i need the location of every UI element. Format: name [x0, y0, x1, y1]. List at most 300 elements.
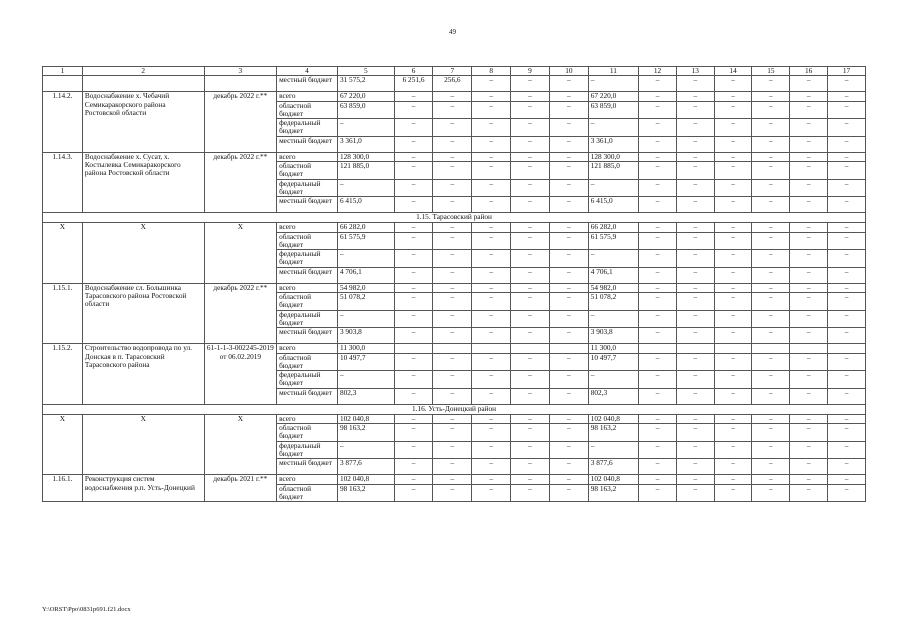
value-cell-v17: –	[828, 424, 866, 442]
value-cell-v12: –	[639, 267, 677, 283]
value-cell-v9: –	[511, 76, 550, 92]
value-cell-v14: –	[714, 310, 752, 328]
value-cell-v11: 128 300,0	[588, 152, 638, 161]
value-cell-v10: –	[549, 76, 588, 92]
value-cell-v10: –	[549, 197, 588, 213]
value-cell-v12: –	[639, 283, 677, 292]
value-cell-v8: –	[472, 223, 511, 232]
value-cell-v11: 102 040,8	[588, 475, 638, 484]
item-date: декабрь 2022 г.**	[204, 152, 276, 212]
value-cell-v15: –	[752, 179, 790, 197]
value-cell-v15: –	[752, 152, 790, 161]
budget-source-label: местный бюджет	[277, 388, 338, 404]
value-cell-v17: –	[828, 475, 866, 484]
value-cell-v6: –	[394, 250, 433, 268]
value-cell-v5: 63 859,0	[337, 101, 394, 119]
value-cell-v6: –	[394, 475, 433, 484]
value-cell-v11: –	[588, 119, 638, 137]
value-cell-v17	[828, 344, 866, 353]
value-cell-v5: 31 575,2	[337, 76, 394, 92]
value-cell-v11: 6 415,0	[588, 197, 638, 213]
value-cell-v15: –	[752, 484, 790, 502]
value-cell-v9: –	[511, 328, 550, 344]
value-cell-v7: –	[433, 119, 472, 137]
value-cell-v6: –	[394, 92, 433, 101]
value-cell-v14: –	[714, 223, 752, 232]
value-cell-v8: –	[472, 136, 511, 152]
value-cell-v16	[790, 344, 828, 353]
value-cell-v5: 10 497,7	[337, 353, 394, 371]
value-cell-v9: –	[511, 414, 550, 423]
value-cell-v9: –	[511, 101, 550, 119]
value-cell-v14: –	[714, 92, 752, 101]
value-cell-v8: –	[472, 197, 511, 213]
value-cell-v6: –	[394, 101, 433, 119]
header-cell: 4	[277, 67, 338, 76]
value-cell-v12: –	[639, 250, 677, 268]
value-cell-v13: –	[676, 232, 714, 250]
value-cell-v12: –	[639, 388, 677, 404]
value-cell-v5: –	[337, 179, 394, 197]
value-cell-v10: –	[549, 371, 588, 389]
value-cell-v11: 54 982,0	[588, 283, 638, 292]
value-cell-v12: –	[639, 293, 677, 311]
header-cell: 3	[204, 67, 276, 76]
value-cell-v6: –	[394, 283, 433, 292]
value-cell-v12: –	[639, 197, 677, 213]
section-title: 1.15. Тарасовский район	[43, 213, 866, 223]
value-cell-v17: –	[828, 267, 866, 283]
value-cell-v16: –	[790, 179, 828, 197]
value-cell-v10: –	[549, 414, 588, 423]
value-cell-v11: 98 163,2	[588, 424, 638, 442]
value-cell-v13: –	[676, 119, 714, 137]
value-cell-v8: –	[472, 179, 511, 197]
value-cell-v7: –	[433, 441, 472, 459]
item-code: X	[43, 223, 83, 283]
value-cell-v13: –	[676, 310, 714, 328]
value-cell-v13: –	[676, 283, 714, 292]
value-cell-v10: –	[549, 101, 588, 119]
value-cell-v11: 3 903,8	[588, 328, 638, 344]
value-cell-v12: –	[639, 475, 677, 484]
value-cell-v15: –	[752, 162, 790, 180]
value-cell-v6: –	[394, 197, 433, 213]
value-cell-v16: –	[790, 424, 828, 442]
value-cell-v8: –	[472, 119, 511, 137]
value-cell-v6: –	[394, 162, 433, 180]
value-cell-v11: –	[588, 371, 638, 389]
value-cell-v11: 51 078,2	[588, 293, 638, 311]
value-cell-v9: –	[511, 250, 550, 268]
value-cell-v10: –	[549, 459, 588, 475]
header-cell: 6	[394, 67, 433, 76]
value-cell-v10: –	[549, 353, 588, 371]
value-cell-v7: –	[433, 152, 472, 161]
budget-source-label: всего	[277, 414, 338, 423]
value-cell-v13: –	[676, 136, 714, 152]
item-name: Водоснабжение х. Сусат, х. Костылевка Семикаракорского района Ростовской области	[82, 152, 204, 212]
value-cell-v8: –	[472, 76, 511, 92]
header-cell: 1	[43, 67, 83, 76]
value-cell-v11: –	[588, 250, 638, 268]
value-cell-v5: –	[337, 371, 394, 389]
value-cell-v5: 128 300,0	[337, 152, 394, 161]
value-cell-v9: –	[511, 119, 550, 137]
value-cell-v6: –	[394, 414, 433, 423]
value-cell-v9: –	[511, 293, 550, 311]
value-cell-v8: –	[472, 267, 511, 283]
item-date: декабрь 2021 г.**	[204, 475, 276, 502]
value-cell-v11: 10 497,7	[588, 353, 638, 371]
value-cell-v10: –	[549, 250, 588, 268]
value-cell-v9: –	[511, 92, 550, 101]
value-cell-v14: –	[714, 414, 752, 423]
value-cell-v6: –	[394, 459, 433, 475]
value-cell-v12: –	[639, 162, 677, 180]
value-cell-v5: 4 706,1	[337, 267, 394, 283]
item-code	[43, 76, 83, 92]
section-row	[43, 213, 866, 223]
budget-source-label: федеральный бюджет	[277, 310, 338, 328]
value-cell-v17: –	[828, 371, 866, 389]
value-cell-v6: –	[394, 328, 433, 344]
value-cell-v8: –	[472, 459, 511, 475]
value-cell-v16: –	[790, 441, 828, 459]
value-cell-v7: –	[433, 459, 472, 475]
value-cell-v11: 3 877,6	[588, 459, 638, 475]
value-cell-v9: –	[511, 484, 550, 502]
value-cell-v15: –	[752, 136, 790, 152]
value-cell-v5: 802,3	[337, 388, 394, 404]
value-cell-v11: –	[588, 179, 638, 197]
item-name: Водоснабжение х. Чебачий Семикаракорского района Ростовской области	[82, 92, 204, 152]
value-cell-v8: –	[472, 152, 511, 161]
table-row	[43, 475, 866, 484]
value-cell-v5: 67 220,0	[337, 92, 394, 101]
value-cell-v15: –	[752, 283, 790, 292]
value-cell-v9: –	[511, 223, 550, 232]
header-row	[43, 67, 866, 76]
value-cell-v17: –	[828, 179, 866, 197]
budget-source-label: местный бюджет	[277, 459, 338, 475]
value-cell-v6: –	[394, 484, 433, 502]
value-cell-v16: –	[790, 371, 828, 389]
value-cell-v15: –	[752, 414, 790, 423]
value-cell-v6: –	[394, 353, 433, 371]
value-cell-v6: –	[394, 152, 433, 161]
value-cell-v11: 121 885,0	[588, 162, 638, 180]
value-cell-v16: –	[790, 136, 828, 152]
value-cell-v15: –	[752, 232, 790, 250]
value-cell-v5: –	[337, 250, 394, 268]
table-row	[43, 223, 866, 232]
value-cell-v13: –	[676, 371, 714, 389]
value-cell-v7: –	[433, 328, 472, 344]
value-cell-v13: –	[676, 424, 714, 442]
budget-source-label: областной бюджет	[277, 101, 338, 119]
value-cell-v6: –	[394, 293, 433, 311]
value-cell-v13: –	[676, 414, 714, 423]
value-cell-v17: –	[828, 328, 866, 344]
value-cell-v12: –	[639, 101, 677, 119]
header-cell: 8	[472, 67, 511, 76]
value-cell-v15: –	[752, 250, 790, 268]
value-cell-v6: –	[394, 179, 433, 197]
value-cell-v17: –	[828, 76, 866, 92]
value-cell-v15: –	[752, 92, 790, 101]
value-cell-v9: –	[511, 475, 550, 484]
value-cell-v10: –	[549, 475, 588, 484]
value-cell-v15: –	[752, 76, 790, 92]
budget-source-label: областной бюджет	[277, 484, 338, 502]
value-cell-v7: –	[433, 388, 472, 404]
value-cell-v7: –	[433, 283, 472, 292]
item-code: 1.15.1.	[43, 283, 83, 343]
header-cell: 14	[714, 67, 752, 76]
value-cell-v5: 3 903,8	[337, 328, 394, 344]
value-cell-v16: –	[790, 162, 828, 180]
budget-source-label: местный бюджет	[277, 136, 338, 152]
value-cell-v7: –	[433, 293, 472, 311]
value-cell-v7: –	[433, 267, 472, 283]
value-cell-v8: –	[472, 328, 511, 344]
value-cell-v5: 11 300,0	[337, 344, 394, 353]
budget-source-label: всего	[277, 92, 338, 101]
value-cell-v5: 66 282,0	[337, 223, 394, 232]
table-row	[43, 414, 866, 423]
budget-table	[42, 66, 866, 502]
budget-source-label: федеральный бюджет	[277, 371, 338, 389]
value-cell-v15: –	[752, 267, 790, 283]
value-cell-v12: –	[639, 459, 677, 475]
footer-path: Y:\ORST\Ppo\0831p691.f21.docx	[42, 606, 131, 613]
item-date	[204, 76, 276, 92]
value-cell-v15: –	[752, 101, 790, 119]
value-cell-v12: –	[639, 92, 677, 101]
value-cell-v12: –	[639, 223, 677, 232]
page-number: 49	[449, 28, 456, 36]
value-cell-v5: –	[337, 441, 394, 459]
value-cell-v15: –	[752, 459, 790, 475]
value-cell-v15: –	[752, 197, 790, 213]
value-cell-v11: 102 040,8	[588, 414, 638, 423]
value-cell-v17: –	[828, 283, 866, 292]
item-date: 61-1-1-3-002245-2019 от 06.02.2019	[204, 344, 276, 404]
value-cell-v16: –	[790, 76, 828, 92]
value-cell-v5: 102 040,8	[337, 475, 394, 484]
value-cell-v9: –	[511, 310, 550, 328]
value-cell-v15: –	[752, 441, 790, 459]
value-cell-v12: –	[639, 414, 677, 423]
value-cell-v8: –	[472, 441, 511, 459]
value-cell-v11: 98 163,2	[588, 484, 638, 502]
value-cell-v11: 63 859,0	[588, 101, 638, 119]
value-cell-v15: –	[752, 293, 790, 311]
value-cell-v12: –	[639, 152, 677, 161]
item-name: Строительство водопровода по ул. Донская в п. Тарасовский Тарасовского района	[82, 344, 204, 404]
value-cell-v14: –	[714, 136, 752, 152]
value-cell-v17: –	[828, 162, 866, 180]
value-cell-v13: –	[676, 101, 714, 119]
value-cell-v10: –	[549, 179, 588, 197]
value-cell-v15: –	[752, 310, 790, 328]
section-row	[43, 404, 866, 414]
budget-source-label: областной бюджет	[277, 162, 338, 180]
value-cell-v6: –	[394, 223, 433, 232]
value-cell-v16: –	[790, 232, 828, 250]
value-cell-v16: –	[790, 310, 828, 328]
budget-source-label: местный бюджет	[277, 328, 338, 344]
value-cell-v14: –	[714, 424, 752, 442]
value-cell-v5: 98 163,2	[337, 424, 394, 442]
budget-source-label: всего	[277, 152, 338, 161]
value-cell-v16: –	[790, 92, 828, 101]
value-cell-v13: –	[676, 475, 714, 484]
header-cell: 17	[828, 67, 866, 76]
value-cell-v12: –	[639, 328, 677, 344]
value-cell-v7: –	[433, 136, 472, 152]
value-cell-v9: –	[511, 353, 550, 371]
value-cell-v13: –	[676, 353, 714, 371]
value-cell-v11: –	[588, 441, 638, 459]
table-row	[43, 76, 866, 92]
budget-source-label: всего	[277, 223, 338, 232]
value-cell-v14: –	[714, 267, 752, 283]
header-cell: 16	[790, 67, 828, 76]
budget-source-label: федеральный бюджет	[277, 179, 338, 197]
item-name	[82, 76, 204, 92]
value-cell-v17: –	[828, 484, 866, 502]
value-cell-v6: –	[394, 310, 433, 328]
value-cell-v5: 54 982,0	[337, 283, 394, 292]
value-cell-v17: –	[828, 388, 866, 404]
value-cell-v17: –	[828, 92, 866, 101]
value-cell-v10: –	[549, 283, 588, 292]
value-cell-v5: 6 415,0	[337, 197, 394, 213]
value-cell-v15: –	[752, 119, 790, 137]
value-cell-v14: –	[714, 484, 752, 502]
value-cell-v11: 61 575,9	[588, 232, 638, 250]
value-cell-v6: –	[394, 232, 433, 250]
value-cell-v8: –	[472, 293, 511, 311]
budget-source-label: всего	[277, 283, 338, 292]
item-code: 1.16.1.	[43, 475, 83, 502]
value-cell-v14: –	[714, 119, 752, 137]
value-cell-v14: –	[714, 283, 752, 292]
value-cell-v17: –	[828, 353, 866, 371]
value-cell-v17: –	[828, 197, 866, 213]
value-cell-v14: –	[714, 232, 752, 250]
value-cell-v8: –	[472, 424, 511, 442]
value-cell-v10	[549, 344, 588, 353]
header-cell: 5	[337, 67, 394, 76]
value-cell-v12: –	[639, 484, 677, 502]
value-cell-v8: –	[472, 371, 511, 389]
value-cell-v14: –	[714, 162, 752, 180]
value-cell-v12	[639, 344, 677, 353]
header-cell: 12	[639, 67, 677, 76]
value-cell-v5: 98 163,2	[337, 484, 394, 502]
value-cell-v13	[676, 344, 714, 353]
value-cell-v5: 51 078,2	[337, 293, 394, 311]
value-cell-v15: –	[752, 388, 790, 404]
value-cell-v14: –	[714, 371, 752, 389]
value-cell-v13: –	[676, 92, 714, 101]
value-cell-v14: –	[714, 152, 752, 161]
value-cell-v16: –	[790, 119, 828, 137]
value-cell-v10: –	[549, 441, 588, 459]
value-cell-v10: –	[549, 267, 588, 283]
value-cell-v6: 6 251,6	[394, 76, 433, 92]
value-cell-v13: –	[676, 179, 714, 197]
value-cell-v15: –	[752, 371, 790, 389]
value-cell-v7: –	[433, 232, 472, 250]
value-cell-v10: –	[549, 232, 588, 250]
value-cell-v14: –	[714, 441, 752, 459]
value-cell-v15	[752, 344, 790, 353]
item-name: X	[82, 414, 204, 474]
value-cell-v9: –	[511, 162, 550, 180]
value-cell-v7	[433, 344, 472, 353]
value-cell-v10: –	[549, 388, 588, 404]
value-cell-v13: –	[676, 441, 714, 459]
budget-source-label: областной бюджет	[277, 293, 338, 311]
value-cell-v10: –	[549, 136, 588, 152]
header-cell: 11	[588, 67, 638, 76]
value-cell-v7: 256,6	[433, 76, 472, 92]
value-cell-v8: –	[472, 283, 511, 292]
value-cell-v14: –	[714, 388, 752, 404]
value-cell-v12: –	[639, 76, 677, 92]
value-cell-v10: –	[549, 162, 588, 180]
value-cell-v7: –	[433, 101, 472, 119]
value-cell-v16: –	[790, 328, 828, 344]
value-cell-v11: 802,3	[588, 388, 638, 404]
value-cell-v14: –	[714, 353, 752, 371]
value-cell-v8: –	[472, 388, 511, 404]
value-cell-v17: –	[828, 310, 866, 328]
value-cell-v16: –	[790, 223, 828, 232]
value-cell-v16: –	[790, 475, 828, 484]
value-cell-v11: 66 282,0	[588, 223, 638, 232]
value-cell-v16: –	[790, 250, 828, 268]
value-cell-v15: –	[752, 353, 790, 371]
value-cell-v14: –	[714, 459, 752, 475]
value-cell-v15: –	[752, 328, 790, 344]
value-cell-v7: –	[433, 197, 472, 213]
value-cell-v13: –	[676, 293, 714, 311]
value-cell-v14: –	[714, 293, 752, 311]
value-cell-v7: –	[433, 162, 472, 180]
value-cell-v17: –	[828, 101, 866, 119]
value-cell-v15: –	[752, 424, 790, 442]
value-cell-v6: –	[394, 267, 433, 283]
value-cell-v15: –	[752, 475, 790, 484]
budget-source-label: областной бюджет	[277, 353, 338, 371]
value-cell-v12: –	[639, 136, 677, 152]
value-cell-v5: 3 361,0	[337, 136, 394, 152]
value-cell-v14: –	[714, 76, 752, 92]
value-cell-v10: –	[549, 92, 588, 101]
value-cell-v8: –	[472, 484, 511, 502]
item-code: X	[43, 414, 83, 474]
table-row	[43, 344, 866, 353]
budget-source-label: областной бюджет	[277, 424, 338, 442]
value-cell-v7: –	[433, 310, 472, 328]
value-cell-v10: –	[549, 328, 588, 344]
value-cell-v16: –	[790, 101, 828, 119]
